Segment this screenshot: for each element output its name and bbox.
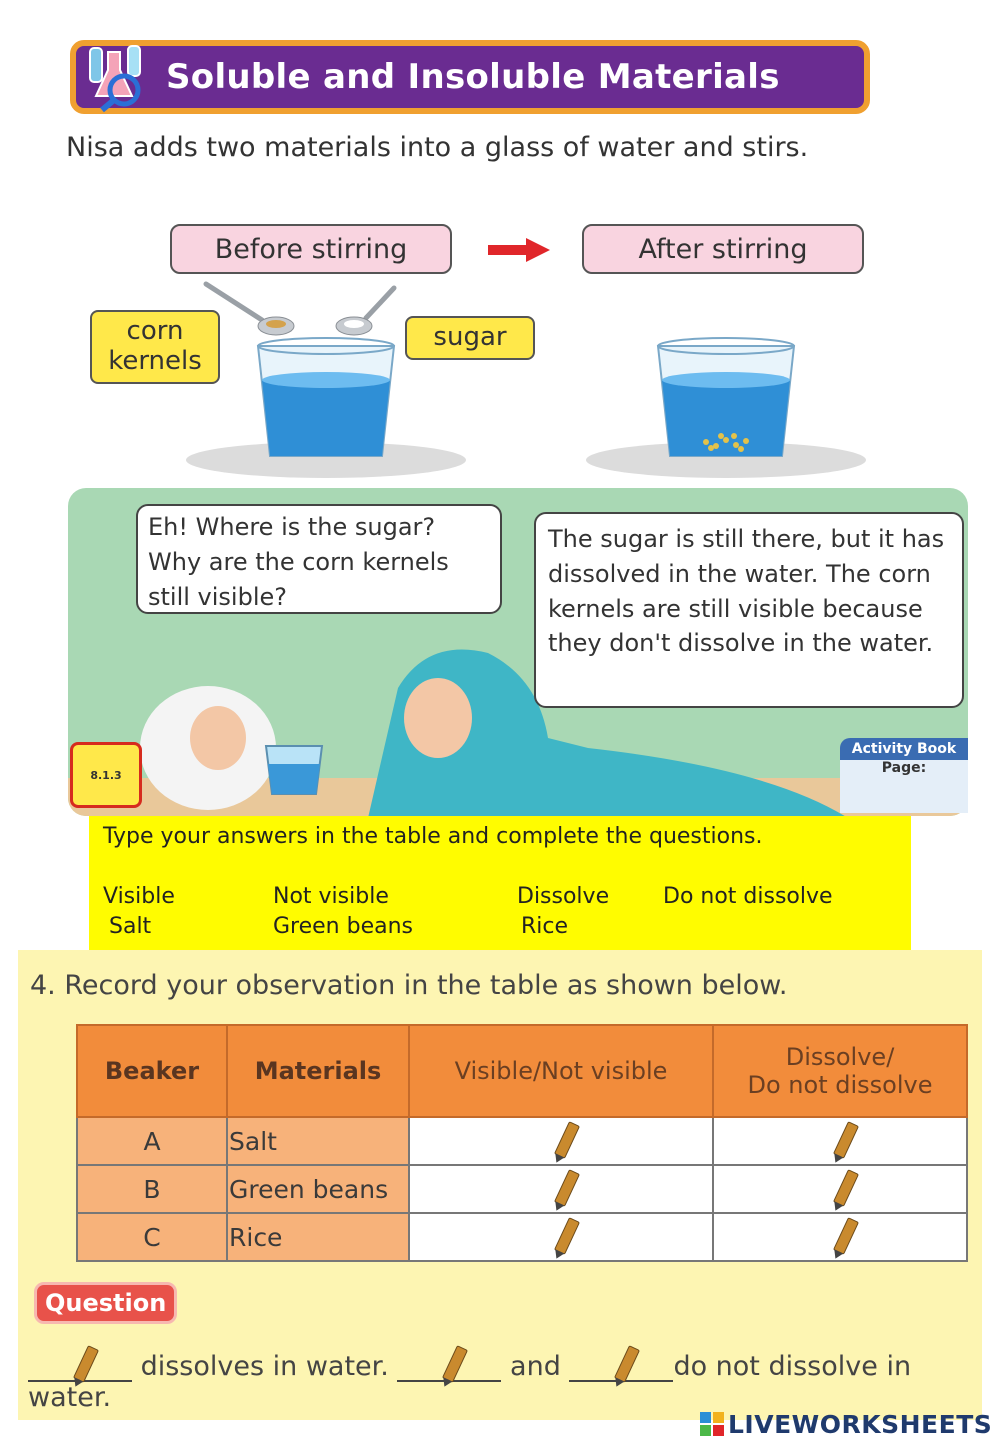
answer-blank-1[interactable] [28,1346,132,1382]
dissolve-answer-a[interactable] [713,1117,967,1165]
liveworksheets-logo [700,1405,992,1443]
pencil-icon [833,1121,859,1159]
page-title: Soluble and Insoluble Materials [166,57,780,97]
pencil-icon [833,1169,859,1207]
header-dissolve-line2: Do not dissolve [747,1071,933,1099]
material-cell: Green beans [227,1165,409,1213]
liveworksheets-icon [700,1412,724,1436]
question-sentence [28,1346,978,1413]
material-cell: Salt [227,1117,409,1165]
header-beaker: Beaker [77,1025,227,1117]
dissolve-answer-b[interactable] [713,1165,967,1213]
activity-book-page: Page: [881,760,927,776]
header-materials: Materials [227,1025,409,1117]
word-bank-do-not-dissolve: Do not dissolve [663,884,833,909]
pencil-icon [554,1169,580,1207]
intro-text: Nisa adds two materials into a glass of water and stirs. [66,132,809,163]
before-stirring-label: Before stirring [170,224,452,274]
beaker-cell: C [77,1213,227,1261]
beaker-cell: A [77,1117,227,1165]
material-cell: Rice [227,1213,409,1261]
title-banner [70,40,870,114]
answer-blank-2[interactable] [397,1346,501,1382]
activity-book-title: Activity Book [840,738,968,760]
pencil-icon [554,1121,580,1159]
instruction-box [89,816,911,950]
pencil-icon [833,1217,859,1255]
after-stirring-label: After stirring [582,224,864,274]
word-bank-salt: Salt [109,914,152,939]
table-row [77,1117,967,1165]
question-prompt: 4. Record your observation in the table as shown below. [30,970,788,1001]
question-badge: Question [34,1282,177,1324]
instruction-text: Type your answers in the table and complete the questions. [103,824,763,849]
speech-bubble-right: The sugar is still there, but it has dissolved in the water. The corn kernels are still visible because they don't dissolve in the water. [534,512,964,708]
pencil-icon [442,1345,468,1383]
table-row [77,1213,967,1261]
glass-before-illustration [176,320,476,480]
visibility-answer-a[interactable] [409,1117,713,1165]
sugar-label: sugar [405,316,535,360]
answer-blank-3[interactable] [569,1346,673,1382]
activity-book-box [840,738,968,813]
sentence-part-1: dissolves in water. [140,1351,389,1382]
lesson-code-badge: 8.1.3 [70,742,142,808]
header-visibility: Visible/Not visible [409,1025,713,1117]
sentence-part-3: do not dissolve in water. [28,1351,912,1413]
word-bank-green-beans: Green beans [273,914,414,939]
pencil-icon [554,1217,580,1255]
word-bank-visible: Visible [103,884,175,909]
glass-after-illustration [576,320,876,480]
beaker-cell: B [77,1165,227,1213]
sentence-part-2: and [510,1351,561,1382]
visibility-answer-b[interactable] [409,1165,713,1213]
observation-table [76,1024,968,1262]
dissolve-answer-c[interactable] [713,1213,967,1261]
word-bank-not-visible: Not visible [273,884,389,909]
science-flask-icon [76,40,166,114]
word-bank-dissolve: Dissolve [517,884,610,909]
speech-bubble-left: Eh! Where is the sugar? Why are the corn kernels still visible? [136,504,502,614]
pencil-icon [614,1345,640,1383]
liveworksheets-text: LIVEWORKSHEETS [728,1409,993,1439]
pencil-icon [73,1345,99,1383]
visibility-answer-c[interactable] [409,1213,713,1261]
word-bank-rice: Rice [521,914,569,939]
right-arrow-icon [488,238,550,262]
header-dissolve [713,1025,967,1117]
corn-kernels-label: corn kernels [90,310,220,384]
table-row [77,1165,967,1213]
header-dissolve-line1: Dissolve/ [785,1043,895,1071]
